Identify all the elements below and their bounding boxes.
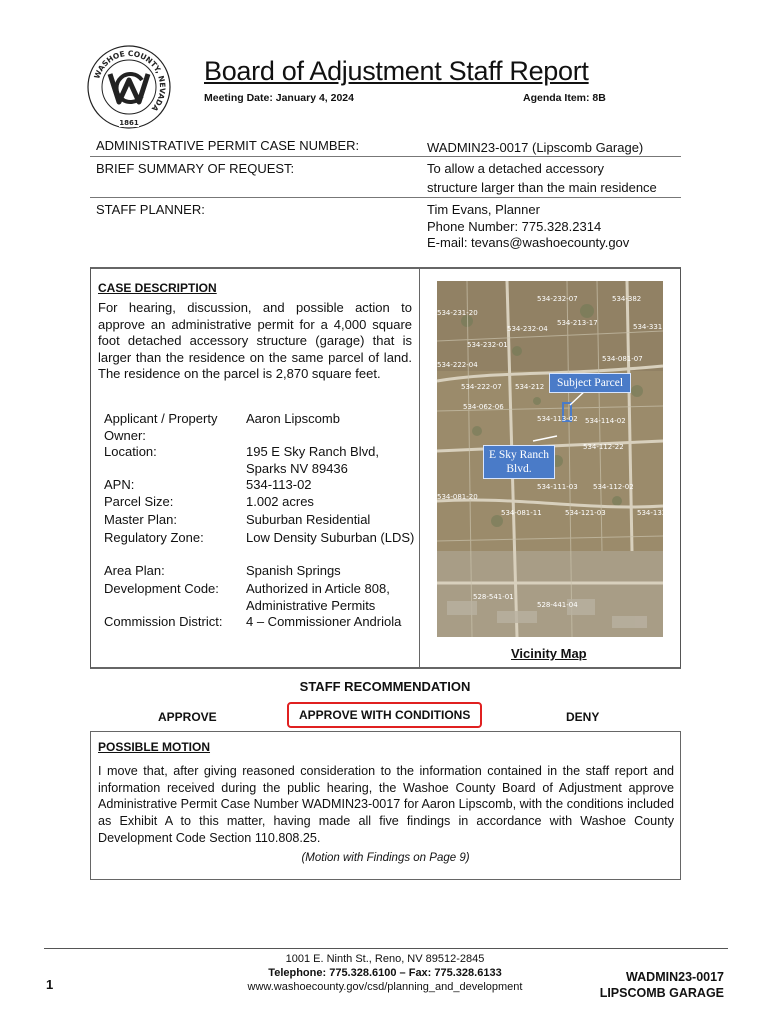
- parcel-number-label: 534-081-07: [602, 355, 643, 363]
- parcel-number-label: 534-232-04: [507, 325, 548, 333]
- seal-ring-text: WASHOE COUNTY, NEVADA: [92, 48, 168, 113]
- parcel-number-label: 534-232-01: [467, 341, 508, 349]
- parcel-number-label: 534-212: [515, 383, 545, 391]
- property-key: Regulatory Zone:: [104, 530, 204, 545]
- parcel-number-label: 534-112-22: [583, 443, 624, 451]
- property-key: Master Plan:: [104, 512, 177, 527]
- case-description-text: For hearing, discussion, and possible action to approve an administrative permit for a 4,000 square foot detached accessory structure (garage) that is larger than the residence on the same parcel of land. The residence on the parcel is 2,870 square feet.: [98, 300, 412, 381]
- property-value: 4 – Commissioner Andriola: [246, 614, 402, 629]
- parcel-number-label: 534-114-02: [585, 417, 626, 425]
- planner-phone: Phone Number: 775.328.2314: [427, 218, 602, 234]
- parcel-number-label: 534-121-03: [565, 509, 606, 517]
- road-callout: E Sky Ranch Blvd.: [483, 445, 555, 479]
- divider: [90, 156, 681, 157]
- case-description-box: [90, 267, 681, 669]
- property-key: Location:: [104, 444, 157, 459]
- parcel-number-label: 534-222-04: [437, 361, 478, 369]
- parcel-number-label: 528-441-04: [537, 601, 578, 609]
- staff-recommendation-heading: STAFF RECOMMENDATION: [299, 679, 471, 694]
- motion-page-note: (Motion with Findings on Page 9): [301, 852, 470, 864]
- footer-divider: [44, 948, 728, 949]
- parcel-number-label: 528-541-01: [473, 593, 514, 601]
- footer-case-id: WADMIN23-0017: [626, 970, 724, 984]
- parcel-number-label: 534-062-06: [463, 403, 504, 411]
- footer-case-name: LIPSCOMB GARAGE: [599, 986, 724, 1000]
- planner-email[interactable]: E-mail: tevans@washoecounty.gov: [427, 235, 630, 250]
- property-key: Area Plan:: [104, 563, 165, 578]
- property-value: Spanish Springs: [246, 563, 341, 578]
- property-key: Development Code:: [104, 581, 219, 596]
- vicinity-map: [437, 281, 667, 637]
- case-description-heading: CASE DESCRIPTION: [98, 281, 217, 295]
- footer-address: 1001 E. Ninth St., Reno, NV 89512-2845: [285, 953, 485, 965]
- property-key: APN:: [104, 477, 135, 492]
- planner-name: Tim Evans, Planner: [427, 202, 540, 217]
- parcel-number-label: 534-213-17: [557, 319, 598, 327]
- parcel-number-label: 534-222-07: [461, 383, 502, 391]
- parcel-number-label: 534-232-07: [537, 295, 578, 303]
- case-number-label: ADMINISTRATIVE PERMIT CASE NUMBER:: [96, 138, 360, 153]
- parcel-number-label: 534-111-03: [537, 483, 578, 491]
- possible-motion-box: [90, 731, 681, 880]
- vicinity-map-caption: Vicinity Map: [511, 646, 587, 661]
- agenda-item: Agenda Item: 8B: [523, 92, 606, 104]
- summary-label: BRIEF SUMMARY OF REQUEST:: [96, 161, 295, 176]
- parcel-number-label: 534-331: [633, 323, 663, 331]
- planner-label: STAFF PLANNER:: [96, 202, 205, 217]
- property-value: Aaron Lipscomb: [246, 411, 340, 426]
- summary-line-2: structure larger than the main residence: [427, 180, 657, 195]
- footer-url[interactable]: www.washoecounty.gov/csd/planning_and_development: [247, 981, 523, 993]
- property-key: Parcel Size:: [104, 494, 174, 509]
- parcel-number-label: 534-112-02: [593, 483, 634, 491]
- meeting-date: Meeting Date: January 4, 2024: [204, 92, 354, 104]
- report-title: Board of Adjustment Staff Report: [204, 56, 589, 86]
- possible-motion-heading: POSSIBLE MOTION: [98, 740, 211, 754]
- possible-motion-text: I move that, after giving reasoned consideration to the information contained in the staff report and information received during the public hearing, the Washoe County Board of Adjustment approve Administrative Permit Case Number WADMIN23-0017 for Aaron Lipscomb, with the conditions included as Exhibit A to this matter, having made all five findings in accordance with Washoe County Development Code Section 110.808.25.: [98, 764, 674, 845]
- property-value: Authorized in Article 808, Administrative Permits: [246, 581, 390, 613]
- parcel-number-label: 534-113-02: [537, 415, 578, 423]
- parcel-number-label: 534-231-20: [437, 309, 478, 317]
- footer-phone: Telephone: 775.328.6100 – Fax: 775.328.6133: [268, 967, 502, 979]
- page-number: 1: [46, 977, 54, 992]
- parcel-number-label: 534-081-20: [437, 493, 478, 501]
- property-value: 534-113-02: [246, 477, 312, 492]
- summary-line-1: To allow a detached accessory: [427, 161, 605, 176]
- seal-year: 1861: [119, 119, 139, 127]
- property-key: Applicant / Property Owner:: [104, 411, 218, 443]
- property-value: 195 E Sky Ranch Blvd, Sparks NV 89436: [246, 444, 379, 476]
- property-value: Suburban Residential: [246, 512, 371, 527]
- option-approve-with-conditions: APPROVE WITH CONDITIONS: [287, 702, 482, 728]
- divider: [90, 197, 681, 198]
- county-seal-logo: [86, 44, 172, 130]
- planner-value: [427, 202, 681, 252]
- property-key: Commission District:: [104, 614, 223, 629]
- parcel-number-label: 534-133: [637, 509, 667, 517]
- case-number-value: WADMIN23-0017 (Lipscomb Garage): [427, 140, 644, 155]
- parcel-number-label: 534-382: [612, 295, 642, 303]
- option-deny: DENY: [566, 710, 600, 724]
- parcel-number-label: 534-081-11: [501, 509, 542, 517]
- property-value: Low Density Suburban (LDS): [246, 530, 415, 545]
- option-approve: APPROVE: [158, 710, 217, 724]
- summary-value: [427, 159, 681, 197]
- property-value: 1.002 acres: [246, 494, 314, 509]
- subject-parcel-callout: Subject Parcel: [549, 373, 631, 393]
